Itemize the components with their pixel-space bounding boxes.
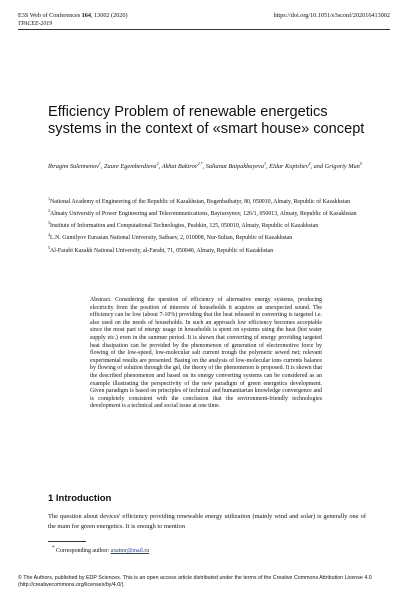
affiliation-text: Al-Farabi Kazakh National University, al-Farabi, 71, 050040, Almaty, Republic of Kazakhstan (50, 247, 274, 254)
abstract-label: Abstract. (90, 297, 112, 303)
header-rule (18, 29, 390, 30)
author-affiliation-marker: 5 (359, 161, 362, 166)
author-name: Saltanat Baipakbayeva (205, 163, 264, 171)
author-list (48, 159, 366, 171)
author-affiliation-marker: 3 (263, 161, 266, 166)
affiliation-item (48, 195, 366, 207)
author-name: Akhat Bakirov (161, 163, 198, 171)
affiliation-number: 2 (48, 208, 50, 214)
conference-name: TPACEE-2019 (18, 21, 53, 27)
affiliation-number: 4 (48, 232, 50, 238)
footnote-email-link[interactable]: axatmr@mail.ru (110, 547, 150, 554)
author-affiliation-marker: 4 (308, 161, 311, 166)
author-affiliation-marker: 2,* (197, 161, 203, 166)
author-affiliation-marker: 2 (156, 161, 159, 166)
affiliation-text: National Academy of Engineering of the Republic of Kazakhstan, Bogenbaibatyr, 80, 050010, Almaty, Republic of Kazakhstan (50, 198, 351, 205)
affiliation-item (48, 244, 366, 256)
affiliation-number: 1 (48, 196, 50, 201)
journal-volume: 164 (81, 12, 91, 19)
author-separator: , (265, 163, 270, 171)
affiliation-number: 3 (48, 220, 50, 226)
author-name: Ibragim Suleimenov (48, 163, 99, 171)
affiliation-text: Almaty University of Power Engineering and Telecommunications, Baytursynov, 126/1, 050013, Almaty, Republic of Kazakhstan (50, 211, 357, 218)
article-number: , 13002 (2020) (90, 12, 128, 19)
abstract (90, 297, 322, 411)
affiliation-text: Institute of Information and Computational Technologies, Pushkin, 125, 050010, Almaty, Republic of Kazakhstan (50, 223, 319, 230)
affiliation-item (48, 231, 366, 243)
affiliation-item (48, 207, 366, 219)
section-heading: 1 Introduction (48, 493, 112, 504)
journal-citation (18, 12, 128, 20)
journal-name: E3S Web of Conferences (18, 12, 81, 19)
affiliation-item (48, 219, 366, 231)
author-name: Grigoriy Mun (324, 163, 360, 171)
affiliation-number: 5 (48, 244, 50, 250)
license-notice: © The Authors, published by EDP Sciences. This is an open access article distributed under the terms of the Creative Commons Attribution License 4.0 (http://creativecommons.org/licenses/by/4.0/). (18, 575, 372, 588)
abstract-text: Considering the question of efficiency of alternative energy systems, producing electricity from the position of interests of households it acquires an unexpected sound. The efficiency can be low (about 7-10%) providing that the heat released in converting is targeted i.e. also used on the needs of households. In such an approach low efficiency becomes acceptable since the most part of energy usage in households is spent on systems using the heat (hot water supply etc.) even in the summer period. It is shown that converting of energy providing targeted heat dissipation can be provided by the phenomenon of generation of electromotive force by flowing of the low-speed, low-molecular salt current trough the polymeric sewed net; relevant experimental results are presented. Basing on the analysis of low-molecular ions currents balance by flowing of solution through the gel, the theory of the phenomenon is proposed. It is shown that the described phenomenon and based on its energy converting systems can be considered as an example illustrating the perspectivity of the new paradigm of green energetics development. Given paradigm is based on principles of technical and humanitarian knowledge convergence and is completely consistent with the conclusion that the environment-friendly technologies development is a technical and social issue at one time. (90, 297, 322, 410)
author-affiliation-marker: 1 (98, 161, 101, 166)
author-separator: , and (310, 163, 325, 171)
affiliation-list (48, 195, 366, 256)
footnote-label: Corresponding author: (55, 547, 110, 554)
author-separator: , (100, 163, 105, 171)
introduction-text: The question about devices' efficiency providing renewable energy utilization (mainly wind and solar) is generally one of the main for green energetics. It is enough to mention (48, 513, 366, 530)
footnote-marker: * (52, 546, 55, 551)
doi-link[interactable]: https://doi.org/10.1051/e3sconf/202016413002 (273, 12, 390, 19)
affiliation-text: L.N. Gumilyov Eurasian National University, Satbaev, 2, 010008, Nur-Sultan, Republic of Kazakhstan (50, 235, 293, 242)
author-separator: , (158, 163, 162, 171)
paper-title: Efficiency Problem of renewable energetics systems in the context of «smart house» concept (48, 104, 365, 137)
author-name: Eldar Kopishev (269, 163, 309, 171)
footnote-rule (48, 541, 86, 542)
author-name: Zaure Egemberdieva (104, 163, 157, 171)
footnote (52, 545, 149, 555)
author-separator: , (202, 163, 206, 171)
